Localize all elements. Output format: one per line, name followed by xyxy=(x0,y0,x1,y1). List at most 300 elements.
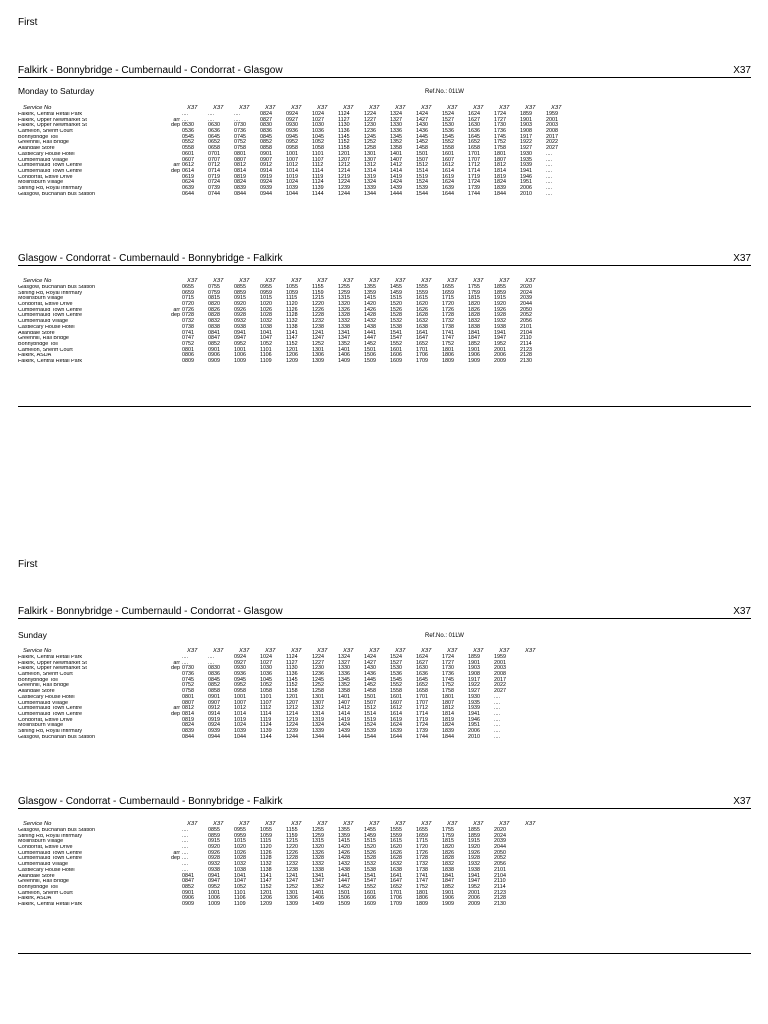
time-cell: 1732 xyxy=(442,318,454,325)
time-cell: 1814 xyxy=(442,710,454,717)
time-cell: 1415 xyxy=(364,295,376,302)
route-title: Glasgow - Condorrat - Cumbernauld - Bonnybridge - Falkirk xyxy=(18,796,283,807)
time-cell: 0824 xyxy=(260,111,272,117)
time-cell: 1426 xyxy=(364,306,376,313)
time-cell: 1959 xyxy=(546,111,558,117)
time-cell: 1532 xyxy=(390,318,402,325)
time-cell: 1314 xyxy=(364,167,376,174)
time-cell: 1641 xyxy=(390,872,402,879)
time-cell: 2052 xyxy=(520,312,532,319)
time-cell: 1228 xyxy=(286,855,298,862)
service-code-cell: X37 xyxy=(421,648,432,654)
time-cell: 0812 xyxy=(182,705,194,712)
time-cell: 1314 xyxy=(312,710,324,717)
arr-dep-marker: dep xyxy=(171,122,180,129)
time-cell: 1538 xyxy=(390,323,402,330)
time-cell: 1915 xyxy=(494,295,506,302)
time-cell: 0927 xyxy=(234,659,246,666)
time-cell: 1636 xyxy=(468,128,480,135)
time-cell: 1714 xyxy=(416,710,428,717)
time-cell: 1632 xyxy=(416,318,428,325)
time-cell: 1138 xyxy=(286,323,298,330)
time-cell: 2044 xyxy=(494,844,506,851)
time-cell: 0644 xyxy=(182,190,194,197)
time-cell: 1624 xyxy=(442,179,454,186)
time-cell: 1038 xyxy=(234,866,246,873)
time-cell: 0914 xyxy=(260,167,272,174)
time-cell: 1819 xyxy=(442,716,454,723)
time-cell: 1012 xyxy=(234,705,246,712)
time-cell: 0636 xyxy=(208,128,220,135)
time-cell: 1155 xyxy=(286,827,298,833)
time-cell: 0558 xyxy=(182,145,194,152)
time-cell: 1215 xyxy=(312,295,324,302)
service-code-cell: X37 xyxy=(291,821,302,827)
time-cell: 1630 xyxy=(416,665,428,672)
time-cell: 1106 xyxy=(234,895,246,902)
stop-name: Bonnybridge Toll xyxy=(18,677,58,683)
arr-dep-marker xyxy=(166,359,182,365)
route-code: X37 xyxy=(733,606,751,617)
time-cell: 1207 xyxy=(338,156,350,163)
time-cell: 1259 xyxy=(312,832,324,839)
time-cell: 0936 xyxy=(234,671,246,678)
time-cell: 0552 xyxy=(182,139,194,146)
time-cell: 1739 xyxy=(468,184,480,191)
time-cell: 1141 xyxy=(286,329,298,336)
time-cell: 1555 xyxy=(390,827,402,833)
time-cell: 1741 xyxy=(416,872,428,879)
time-cell: 0955 xyxy=(260,284,272,290)
time-cell: 1026 xyxy=(260,306,272,313)
time-cell: 1527 xyxy=(390,659,402,666)
time-cell: 0652 xyxy=(208,139,220,146)
time-cell: 1228 xyxy=(312,312,324,319)
service-code-cell: X37 xyxy=(239,278,250,284)
route-code: X37 xyxy=(733,253,751,264)
time-cell: 1439 xyxy=(390,184,402,191)
time-cell: 0906 xyxy=(208,352,220,359)
time-cell: 1626 xyxy=(416,306,428,313)
arr-dep-marker: arr xyxy=(173,849,180,856)
time-cell: 0945 xyxy=(234,676,246,683)
time-cell: 0958 xyxy=(286,145,298,152)
time-cell: 1847 xyxy=(442,878,454,885)
time-cell: 1341 xyxy=(312,872,324,879)
time-cell: 0820 xyxy=(208,301,220,308)
time-cell: .... xyxy=(234,116,240,123)
time-cell: 1715 xyxy=(442,295,454,302)
service-code-cell: X37 xyxy=(447,821,458,827)
service-code-cell: X37 xyxy=(551,105,562,111)
time-cell: 1809 xyxy=(416,900,428,907)
time-cell: 1352 xyxy=(390,139,402,146)
time-cell: 0758 xyxy=(182,688,194,695)
time-cell: 1301 xyxy=(312,693,324,700)
time-cell: 1636 xyxy=(416,671,428,678)
time-cell: 1332 xyxy=(338,318,350,325)
route-title: Glasgow - Condorrat - Cumbernauld - Bonnybridge - Falkirk xyxy=(18,253,283,264)
service-code-cell: X37 xyxy=(395,648,406,654)
time-cell: 1903 xyxy=(468,665,480,672)
time-cell: 1638 xyxy=(416,323,428,330)
time-cell: 1806 xyxy=(442,352,454,359)
stop-name: Camelon, Sheriff Court xyxy=(18,347,73,353)
time-cell: 1726 xyxy=(442,306,454,313)
time-cell: 1514 xyxy=(416,167,428,174)
time-cell: 0806 xyxy=(182,352,194,359)
stop-name: Mollinsburn Village xyxy=(18,723,64,729)
time-cell: 1114 xyxy=(260,710,272,717)
stop-name: Stirling Rd, Royal Infirmary xyxy=(18,185,83,191)
time-cell: 1006 xyxy=(208,895,220,902)
time-cell: .... xyxy=(208,116,214,123)
service-code-cell: X37 xyxy=(291,278,302,284)
time-cell: 1107 xyxy=(260,699,272,706)
time-cell: 0859 xyxy=(208,832,220,839)
time-cell: 1917 xyxy=(520,133,532,140)
time-cell: 1544 xyxy=(416,190,428,197)
time-cell: 1001 xyxy=(234,693,246,700)
time-cell: 1001 xyxy=(208,889,220,896)
time-cell: 1219 xyxy=(338,173,350,180)
time-cell: 1245 xyxy=(364,133,376,140)
time-cell: 1832 xyxy=(468,318,480,325)
time-cell: 1855 xyxy=(494,284,506,290)
service-code-cell: X37 xyxy=(447,278,458,284)
time-cell: 0801 xyxy=(182,693,194,700)
time-cell: 1355 xyxy=(338,827,350,833)
route-title: Falkirk - Bonnybridge - Cumbernauld - Condorrat - Glasgow xyxy=(18,606,283,617)
time-cell: 1359 xyxy=(338,832,350,839)
time-cell: 0836 xyxy=(208,671,220,678)
arr-dep-marker: dep xyxy=(171,665,180,672)
stop-name: Bonnybridge Toll xyxy=(18,884,58,890)
time-cell: 2056 xyxy=(520,318,532,325)
time-cell: 1152 xyxy=(260,883,272,890)
time-cell: 1741 xyxy=(442,329,454,336)
time-cell: 1738 xyxy=(416,866,428,873)
stop-name: Cumbernauld Village xyxy=(18,700,68,706)
stop-name: Condorrat, Ettive Drive xyxy=(18,717,73,723)
time-cell: 0809 xyxy=(182,357,194,364)
time-cell: 1714 xyxy=(468,167,480,174)
time-cell: 1412 xyxy=(338,705,350,712)
time-cell: 1647 xyxy=(416,335,428,342)
time-cell: 1559 xyxy=(390,832,402,839)
time-cell: 0614 xyxy=(182,167,194,174)
time-cell: 1712 xyxy=(468,162,480,169)
time-cell: 2001 xyxy=(468,889,480,896)
stop-row xyxy=(18,359,551,365)
time-cell: 1047 xyxy=(234,878,246,885)
time-cell: 1247 xyxy=(286,878,298,885)
time-cell: 1619 xyxy=(442,173,454,180)
time-cell: .... xyxy=(494,733,500,740)
time-cell: 1109 xyxy=(260,357,272,364)
time-cell: 1126 xyxy=(260,849,272,856)
time-cell: 0932 xyxy=(208,861,220,868)
time-cell: 1532 xyxy=(364,861,376,868)
time-cell: 1419 xyxy=(338,716,350,723)
time-cell: 1859 xyxy=(468,832,480,839)
time-cell: 0930 xyxy=(286,122,298,129)
time-cell: 1652 xyxy=(468,139,480,146)
time-cell: 1245 xyxy=(312,676,324,683)
time-cell: 0536 xyxy=(182,128,194,135)
time-cell: 1745 xyxy=(494,133,506,140)
arr-dep-marker: arr xyxy=(173,306,180,313)
service-code-cell: X37 xyxy=(317,278,328,284)
time-cell: 1601 xyxy=(390,693,402,700)
time-cell: 2010 xyxy=(468,733,480,740)
time-cell: 1736 xyxy=(494,128,506,135)
stop-name: Falkirk, Central Retail Park xyxy=(18,112,83,117)
time-cell: 1915 xyxy=(468,838,480,845)
time-cell: 1709 xyxy=(390,900,402,907)
service-code-cell: X37 xyxy=(213,648,224,654)
stop-name: Allandale Store xyxy=(18,873,55,879)
time-cell: 1528 xyxy=(390,312,402,319)
time-cell: 1447 xyxy=(364,335,376,342)
time-cell: 0724 xyxy=(208,179,220,186)
time-cell: 1320 xyxy=(312,844,324,851)
time-cell: 2017 xyxy=(494,676,506,683)
time-cell: 2001 xyxy=(494,659,506,666)
time-cell: 1119 xyxy=(312,173,324,180)
time-cell: 1330 xyxy=(390,122,402,129)
time-cell: 1309 xyxy=(286,900,298,907)
time-cell: 1352 xyxy=(312,883,324,890)
time-cell: 2020 xyxy=(520,284,532,290)
time-cell: 0915 xyxy=(234,295,246,302)
time-cell: 1428 xyxy=(364,312,376,319)
time-cell: 1327 xyxy=(390,116,402,123)
time-cell: 1552 xyxy=(390,682,402,689)
time-cell: 1935 xyxy=(520,156,532,163)
time-cell: 1920 xyxy=(494,301,506,308)
time-cell: 1220 xyxy=(286,844,298,851)
time-cell: 1614 xyxy=(442,167,454,174)
time-cell: 1606 xyxy=(390,352,402,359)
time-cell: 1058 xyxy=(312,145,324,152)
time-cell: 0830 xyxy=(260,122,272,129)
time-cell: 1015 xyxy=(260,295,272,302)
time-cell: 1147 xyxy=(286,335,298,342)
service-code-cell: X37 xyxy=(473,648,484,654)
time-cell: 1738 xyxy=(442,323,454,330)
time-cell: 1339 xyxy=(312,727,324,734)
service-code-cell: X37 xyxy=(499,105,510,111)
time-cell: 1447 xyxy=(338,878,350,885)
time-cell: 1120 xyxy=(286,301,298,308)
time-cell: 1252 xyxy=(312,682,324,689)
time-cell: 1512 xyxy=(364,705,376,712)
operator-label: First xyxy=(18,559,38,570)
time-cell: 1215 xyxy=(286,838,298,845)
time-cell: .... xyxy=(208,659,214,666)
service-code-cell: X37 xyxy=(265,105,276,111)
time-cell: 1001 xyxy=(234,346,246,353)
time-cell: 1258 xyxy=(312,688,324,695)
time-cell: 1141 xyxy=(260,872,272,879)
time-cell: 1036 xyxy=(312,128,324,135)
stop-name: Falkirk, Upper Newmarket St xyxy=(18,666,87,672)
stop-name: Castlecary House Hotel xyxy=(18,151,75,157)
time-cell: 1906 xyxy=(442,895,454,902)
time-cell: 1946 xyxy=(468,716,480,723)
time-cell: 0901 xyxy=(182,889,194,896)
time-cell: 0712 xyxy=(208,162,220,169)
time-cell: 1627 xyxy=(468,116,480,123)
time-cell: 0819 xyxy=(234,173,246,180)
time-cell: 2003 xyxy=(546,122,558,129)
time-cell: 2104 xyxy=(494,872,506,879)
service-code-cell: X37 xyxy=(395,105,406,111)
time-cell: 0936 xyxy=(286,128,298,135)
service-code-cell: X37 xyxy=(395,278,406,284)
time-cell: 1951 xyxy=(468,722,480,729)
time-cell: 1132 xyxy=(260,861,272,868)
time-cell: 1724 xyxy=(416,722,428,729)
time-cell: 1724 xyxy=(442,654,454,660)
time-cell: 1328 xyxy=(338,312,350,319)
divider xyxy=(18,406,751,407)
time-cell: 1401 xyxy=(312,889,324,896)
time-cell: 1436 xyxy=(416,128,428,135)
time-cell: 0855 xyxy=(234,284,246,290)
time-cell: .... xyxy=(546,173,552,180)
time-cell: 1328 xyxy=(312,855,324,862)
time-cell: 1324 xyxy=(338,654,350,660)
time-cell: 0919 xyxy=(260,173,272,180)
service-code-cell: X37 xyxy=(499,821,510,827)
time-cell: 0912 xyxy=(208,705,220,712)
time-cell: 1344 xyxy=(312,733,324,740)
time-cell: 1144 xyxy=(312,190,324,197)
time-cell: 1438 xyxy=(364,323,376,330)
time-cell: 0939 xyxy=(260,184,272,191)
time-cell: 1355 xyxy=(364,284,376,290)
time-cell: 1515 xyxy=(390,295,402,302)
time-cell: 0844 xyxy=(182,733,194,740)
time-cell: 0928 xyxy=(208,855,220,862)
time-cell: 0747 xyxy=(182,335,194,342)
stop-name: Mollinsburn Village xyxy=(18,180,64,186)
arr-dep-marker: dep xyxy=(171,855,180,862)
stop-name: Falkirk, Central Retail Park xyxy=(18,655,83,660)
time-cell: .... xyxy=(546,184,552,191)
time-cell: 1127 xyxy=(286,659,298,666)
time-cell: 1028 xyxy=(260,312,272,319)
time-cell: 1730 xyxy=(442,665,454,672)
time-cell: 1509 xyxy=(338,900,350,907)
time-cell: 1112 xyxy=(312,162,324,169)
time-cell: 1359 xyxy=(364,289,376,296)
time-cell: 1628 xyxy=(390,855,402,862)
time-cell: 1632 xyxy=(390,861,402,868)
time-cell: 1519 xyxy=(364,716,376,723)
time-cell: 1319 xyxy=(364,173,376,180)
time-cell: 1244 xyxy=(338,190,350,197)
time-cell: 0827 xyxy=(260,116,272,123)
time-cell: 1641 xyxy=(416,329,428,336)
time-cell: 0947 xyxy=(208,878,220,885)
time-cell: 2001 xyxy=(546,116,558,123)
stop-name: Bonnybridge Toll xyxy=(18,341,58,347)
time-cell: 0847 xyxy=(182,878,194,885)
time-cell: 1024 xyxy=(234,722,246,729)
time-cell: 0736 xyxy=(182,671,194,678)
time-cell: 1530 xyxy=(390,665,402,672)
time-cell: 2006 xyxy=(520,184,532,191)
stop-name: Falkirk, Upper Newmarket St xyxy=(18,660,87,666)
time-cell: 1932 xyxy=(494,318,506,325)
arr-dep-marker: arr xyxy=(173,705,180,712)
time-cell: 1045 xyxy=(260,676,272,683)
time-cell: 1026 xyxy=(234,849,246,856)
time-cell: 1607 xyxy=(442,156,454,163)
time-cell: 2056 xyxy=(494,861,506,868)
time-cell: 1412 xyxy=(390,162,402,169)
time-cell: 1136 xyxy=(286,671,298,678)
time-cell: 0952 xyxy=(286,139,298,146)
time-cell: 2008 xyxy=(546,128,558,135)
time-cell: 1624 xyxy=(416,654,428,660)
time-cell: 1132 xyxy=(286,318,298,325)
stop-name: Greenhill, Rail Bridge xyxy=(18,683,69,689)
time-cell: 1719 xyxy=(416,716,428,723)
time-cell: 1326 xyxy=(338,306,350,313)
time-cell: 0907 xyxy=(208,699,220,706)
time-cell: 1941 xyxy=(468,710,480,717)
time-cell: 1332 xyxy=(312,861,324,868)
time-cell: 0714 xyxy=(208,167,220,174)
time-cell: 0752 xyxy=(182,340,194,347)
arr-dep-marker: arr xyxy=(173,116,180,123)
stop-name: Cumbernauld Town Centre xyxy=(18,706,83,712)
time-cell: 1120 xyxy=(260,844,272,851)
time-cell: 1326 xyxy=(312,849,324,856)
time-cell: 1755 xyxy=(442,827,454,833)
time-cell: 1526 xyxy=(390,306,402,313)
time-cell: 0738 xyxy=(182,323,194,330)
time-cell: 0645 xyxy=(208,133,220,140)
time-cell: 1452 xyxy=(416,139,428,146)
time-cell: 1724 xyxy=(494,111,506,117)
time-cell: 1558 xyxy=(442,145,454,152)
arr-dep-marker: dep xyxy=(171,167,180,174)
time-cell: 1701 xyxy=(416,693,428,700)
time-cell: 1826 xyxy=(442,849,454,856)
time-cell: .... xyxy=(208,111,214,117)
time-cell: 1552 xyxy=(390,340,402,347)
time-cell: 1252 xyxy=(286,883,298,890)
time-cell: 0858 xyxy=(208,688,220,695)
time-cell: 1932 xyxy=(468,861,480,868)
time-cell: 1014 xyxy=(234,710,246,717)
time-cell: 1201 xyxy=(338,150,350,157)
time-cell: 1927 xyxy=(468,688,480,695)
time-cell: 0630 xyxy=(208,122,220,129)
time-cell: 0545 xyxy=(182,133,194,140)
route-header-mon-sat-inbound xyxy=(18,253,751,266)
time-cell: 0930 xyxy=(234,665,246,672)
stop-name: Stirling Rd, Royal Infirmary xyxy=(18,728,83,734)
time-cell: 1252 xyxy=(364,139,376,146)
service-code-cell: X37 xyxy=(187,821,198,827)
service-code-cell: X37 xyxy=(343,648,354,654)
